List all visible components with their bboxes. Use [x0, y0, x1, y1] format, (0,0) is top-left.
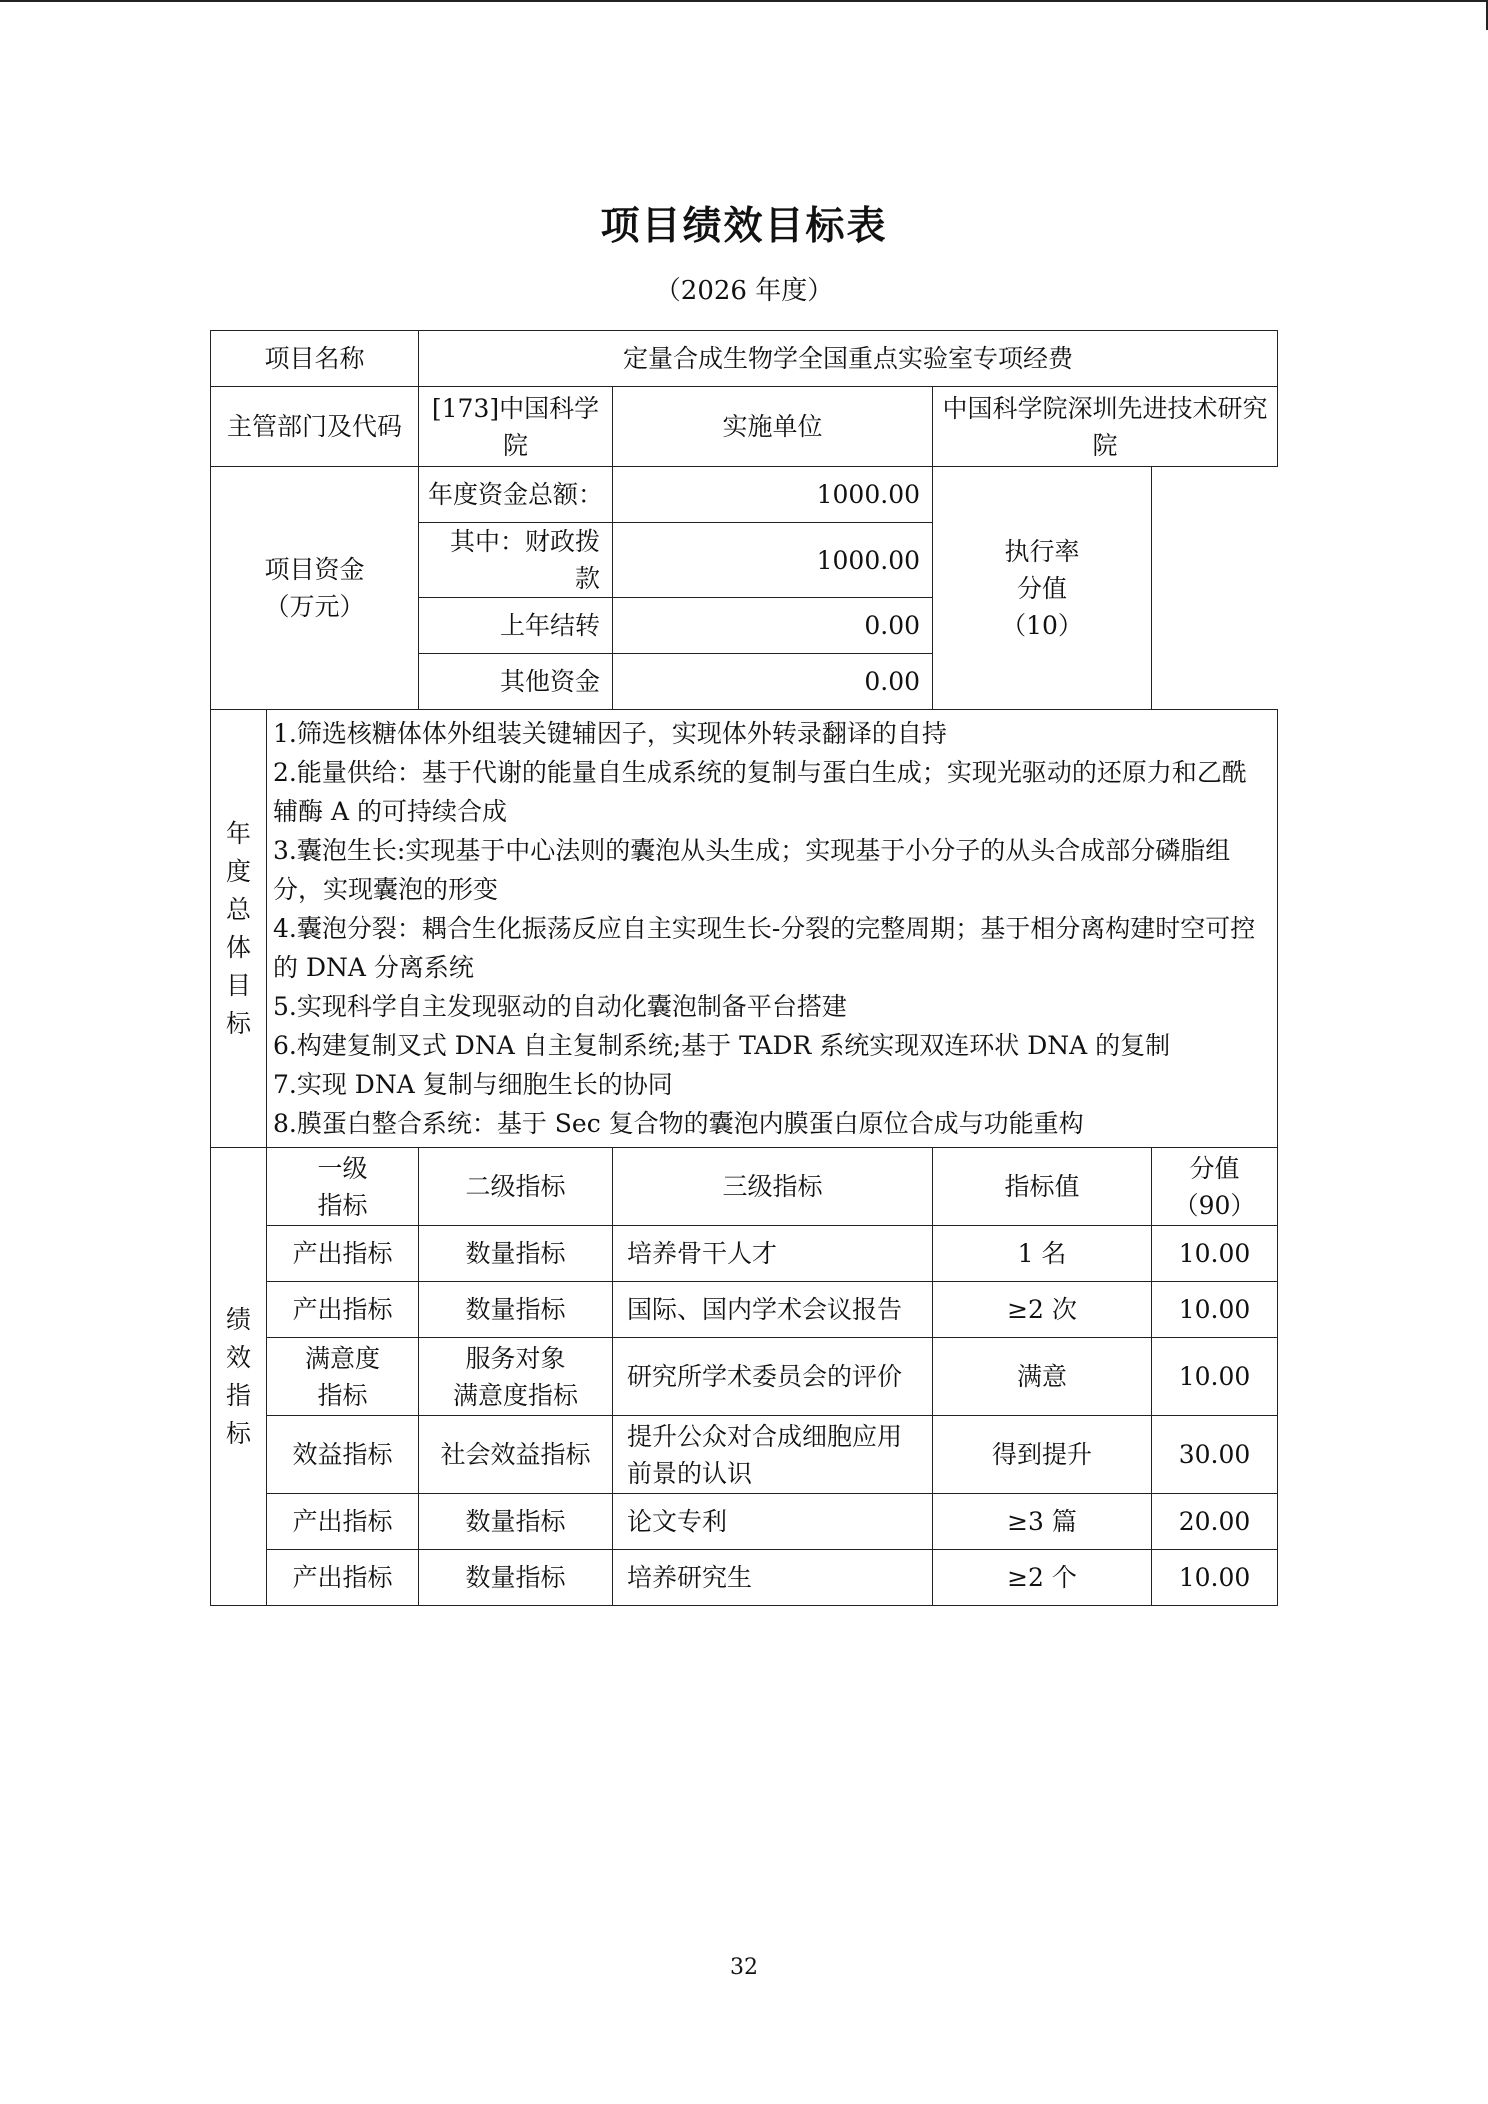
implementing-unit-label: 实施单位 — [613, 387, 933, 467]
row-level1: 产出指标 — [267, 1550, 419, 1606]
table-row — [211, 1226, 1278, 1282]
row-level2 — [419, 1338, 613, 1416]
funds-label — [211, 467, 419, 710]
row-level1-line2: 指标 — [317, 1380, 368, 1410]
table-row — [211, 1494, 1278, 1550]
row-score: 20.00 — [1152, 1494, 1278, 1550]
goal-item: 2.能量供给：基于代谢的能量自生成系统的复制与蛋白生成；实现光驱动的还原力和乙酰辅酶 A 的可持续合成 — [273, 758, 1247, 826]
project-name-value: 定量合成生物学全国重点实验室专项经费 — [419, 331, 1278, 387]
row-score: 10.00 — [1152, 1550, 1278, 1606]
goal-item: 1.筛选核糖体体外组装关键辅因子，实现体外转录翻译的自持 — [273, 719, 947, 748]
header-level1-line2: 指标 — [317, 1190, 368, 1220]
annual-goals-row — [211, 710, 1278, 1148]
row-level3: 培养骨干人才 — [613, 1226, 933, 1282]
goal-item: 8.膜蛋白整合系统：基于 Sec 复合物的囊泡内膜蛋白原位合成与功能重构 — [273, 1109, 1084, 1138]
funds-carryover-label: 上年结转 — [419, 598, 613, 654]
annual-goals-label-char: 目 — [225, 970, 251, 1000]
row-score: 10.00 — [1152, 1282, 1278, 1338]
header-score-line2: （90） — [1173, 1190, 1256, 1220]
exec-rate-line3: （10） — [1001, 610, 1083, 640]
exec-rate-line1: 执行率 — [1004, 536, 1080, 566]
indicators-label-char: 指 — [225, 1380, 251, 1410]
page-subtitle: （2026 年度） — [654, 276, 834, 306]
row-level2: 数量指标 — [419, 1494, 613, 1550]
row-value: ≥2 个 — [933, 1550, 1152, 1606]
goal-item: 5.实现科学自主发现驱动的自动化囊泡制备平台搭建 — [273, 992, 847, 1021]
header-level2: 二级指标 — [419, 1148, 613, 1226]
row-value: ≥3 篇 — [933, 1494, 1152, 1550]
implementing-unit-value: 中国科学院深圳先进技术研究院 — [933, 387, 1278, 467]
funds-total-value: 1000.00 — [613, 467, 933, 523]
exec-rate-score-label — [933, 467, 1152, 710]
row-level2-line2: 满意度指标 — [453, 1380, 579, 1410]
row-value: 1 名 — [933, 1226, 1152, 1282]
indicators-label-char: 绩 — [225, 1304, 251, 1334]
annual-goals-list — [267, 710, 1278, 1148]
row-score: 30.00 — [1152, 1416, 1278, 1494]
row-score: 10.00 — [1152, 1338, 1278, 1416]
header-level3: 三级指标 — [613, 1148, 933, 1226]
funds-other-value: 0.00 — [613, 654, 933, 710]
annual-goals-label-char: 年 — [225, 818, 251, 848]
funds-label-line1: 项目资金 — [264, 555, 365, 584]
page-number: 32 — [730, 1955, 758, 1980]
row-value: 得到提升 — [933, 1416, 1152, 1494]
project-name-label: 项目名称 — [211, 331, 419, 387]
page-title: 项目绩效目标表 — [600, 204, 888, 249]
funds-total-label: 年度资金总额： — [419, 467, 613, 523]
annual-goals-label-char: 体 — [225, 932, 251, 962]
annual-goals-label-char: 总 — [225, 894, 251, 924]
header-score-line1: 分值 — [1189, 1153, 1240, 1183]
row-score: 10.00 — [1152, 1226, 1278, 1282]
indicators-label — [211, 1148, 267, 1606]
department-row — [211, 387, 1278, 467]
funds-fiscal-value: 1000.00 — [613, 523, 933, 598]
page-top-border — [0, 0, 1488, 2]
funds-other-label: 其他资金 — [419, 654, 613, 710]
row-level3: 国际、国内学术会议报告 — [613, 1282, 933, 1338]
row-level2: 数量指标 — [419, 1550, 613, 1606]
row-value: ≥2 次 — [933, 1282, 1152, 1338]
row-level3: 提升公众对合成细胞应用前景的认识 — [613, 1416, 933, 1494]
indicators-label-char: 效 — [225, 1342, 251, 1372]
funds-fiscal-label: 其中：财政拨款 — [419, 523, 613, 598]
row-level2: 数量指标 — [419, 1226, 613, 1282]
row-level1-line1: 满意度 — [305, 1343, 381, 1373]
department-label: 主管部门及代码 — [211, 387, 419, 467]
table-row — [211, 1338, 1278, 1416]
row-level1: 效益指标 — [267, 1416, 419, 1494]
header-value: 指标值 — [933, 1148, 1152, 1226]
row-level2: 社会效益指标 — [419, 1416, 613, 1494]
indicators-header-row — [211, 1148, 1278, 1226]
table-row — [211, 1416, 1278, 1494]
indicators-label-char: 标 — [225, 1418, 251, 1448]
row-level2-line1: 服务对象 — [465, 1343, 566, 1373]
goal-item: 6.构建复制叉式 DNA 自主复制系统;基于 TADR 系统实现双连环状 DNA 的复制 — [273, 1031, 1171, 1060]
header-level1 — [267, 1148, 419, 1226]
row-level3: 培养研究生 — [613, 1550, 933, 1606]
funds-row-total — [211, 467, 1278, 523]
annual-goals-label-char: 标 — [225, 1008, 251, 1038]
header-level1-line1: 一级 — [317, 1153, 368, 1183]
department-value: [173]中国科学院 — [419, 387, 613, 467]
row-level1: 产出指标 — [267, 1282, 419, 1338]
row-level1: 产出指标 — [267, 1494, 419, 1550]
goal-item: 4.囊泡分裂：耦合生化振荡反应自主实现生长-分裂的完整周期；基于相分离构建时空可控的 DNA 分离系统 — [273, 914, 1256, 982]
annual-goals-label-char: 度 — [225, 856, 251, 886]
performance-table — [210, 330, 1278, 1606]
exec-rate-line2: 分值 — [1017, 573, 1068, 603]
row-level2: 数量指标 — [419, 1282, 613, 1338]
row-level1 — [267, 1338, 419, 1416]
row-level1: 产出指标 — [267, 1226, 419, 1282]
goal-item: 3.囊泡生长:实现基于中心法则的囊泡从头生成；实现基于小分子的从头合成部分磷脂组分，实现囊泡的形变 — [273, 836, 1231, 904]
row-level3: 论文专利 — [613, 1494, 933, 1550]
project-name-row — [211, 331, 1278, 387]
header-score — [1152, 1148, 1278, 1226]
row-level3: 研究所学术委员会的评价 — [613, 1338, 933, 1416]
table-row — [211, 1550, 1278, 1606]
table-row — [211, 1282, 1278, 1338]
funds-label-line2: （万元） — [264, 592, 365, 621]
annual-goals-label — [211, 710, 267, 1148]
funds-carryover-value: 0.00 — [613, 598, 933, 654]
goal-item: 7.实现 DNA 复制与细胞生长的协同 — [273, 1070, 673, 1099]
row-value: 满意 — [933, 1338, 1152, 1416]
